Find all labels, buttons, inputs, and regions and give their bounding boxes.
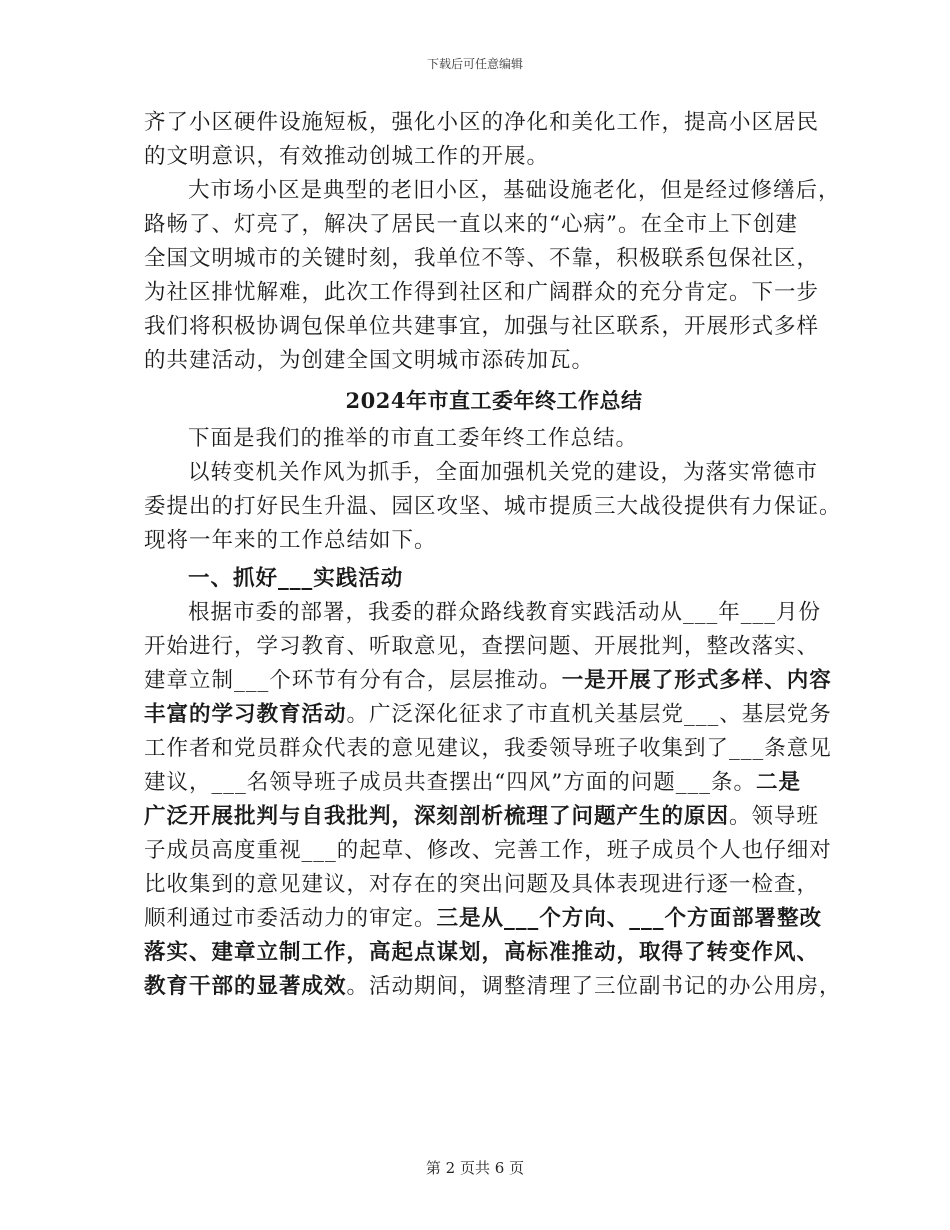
text-line: 开始进行，学习教育、听取意见，查摆问题、开展批判，整改落实、: [144, 634, 820, 659]
bold-text-segment: 一是开展了形式多样、内容: [561, 668, 832, 693]
section-heading: 一、抓好___实践活动: [188, 566, 404, 591]
text-segment: 。广泛深化征求了市直机关基层党___、基层党务: [346, 702, 832, 727]
text-line: 全国文明城市的关键时刻，我单位不等、不靠，积极联系包保社区，: [144, 246, 820, 271]
text-segment: 。活动期间，调整清理了三位副书记的办公用房，: [346, 974, 842, 999]
text-line: 的共建活动，为创建全国文明城市添砖加瓦。: [144, 348, 595, 373]
text-line: 齐了小区硬件设施短板，强化小区的净化和美化工作，提高小区居民: [144, 110, 820, 135]
bold-text-segment: 丰富的学习教育活动: [144, 702, 347, 727]
bold-text-segment: 二是: [756, 770, 802, 795]
text-line: 为社区排忧解难，此次工作得到社区和广阔群众的充分肯定。下一步: [144, 280, 820, 305]
page-footer: 第 2 页共 6 页: [425, 1159, 525, 1177]
document-body: [144, 106, 844, 1004]
text-line: 根据市委的部署，我委的群众路线教育实践活动从___年___月份: [188, 600, 822, 625]
text-line: 委提出的打好民生升温、园区攻坚、城市提质三大战役提供有力保证。: [144, 494, 842, 519]
text-line: [144, 766, 844, 800]
text-line: [144, 664, 844, 698]
text-line: 比收集到的意见建议，对存在的突出问题及具体表现进行逐一检查，: [144, 872, 820, 897]
text-segment: 建章立制___个环节有分有合，层层推动。: [144, 668, 562, 693]
bold-text-segment: 广泛开展批判与自我批判，深刻剖析梳理了问题产生的原因: [144, 804, 730, 829]
text-segment: 建议，___名领导班子成员共查摆出“四风”方面的问题___条。: [144, 770, 756, 795]
page-header: 下载后可任意编辑: [426, 57, 523, 71]
text-segment: 。领导班: [729, 804, 820, 829]
text-line: [144, 970, 844, 1004]
document-title: 2024年市直工委年终工作总结: [345, 388, 643, 413]
text-line: 我们将积极协调包保单位共建事宜，加强与社区联系，开展形式多样: [144, 314, 820, 339]
text-segment: 顺利通过市委活动力的审定。: [144, 906, 437, 931]
text-line: 以转变机关作风为抓手，全面加强机关党的建设，为落实常德市: [188, 460, 819, 485]
text-line: [144, 902, 844, 936]
text-line: 的文明意识，有效推动创城工作的开展。: [144, 144, 550, 169]
bold-text-line: 落实、建章立制工作，高起点谋划，高标准推动，取得了转变作风、: [144, 940, 820, 965]
text-line: [144, 800, 844, 834]
text-line: 现将一年来的工作总结如下。: [144, 528, 437, 553]
text-line: 大市场小区是典型的老旧小区，基础设施老化，但是经过修缮后，: [188, 178, 841, 203]
text-line: 工作者和党员群众代表的意见建议，我委领导班子收集到了___条意见: [144, 736, 832, 761]
bold-text-segment: 三是从___个方向、___个方面部署整改: [436, 906, 823, 931]
text-line: [144, 698, 844, 732]
text-line: 路畅了、灯亮了，解决了居民一直以来的“心病”。在全市上下创建: [144, 212, 798, 237]
bold-text-segment: 教育干部的显著成效: [144, 974, 347, 999]
text-line: 子成员高度重视___的起草、修改、完善工作，班子成员个人也仔细对: [144, 838, 832, 863]
text-line: 下面是我们的推举的市直工委年终工作总结。: [188, 426, 639, 451]
